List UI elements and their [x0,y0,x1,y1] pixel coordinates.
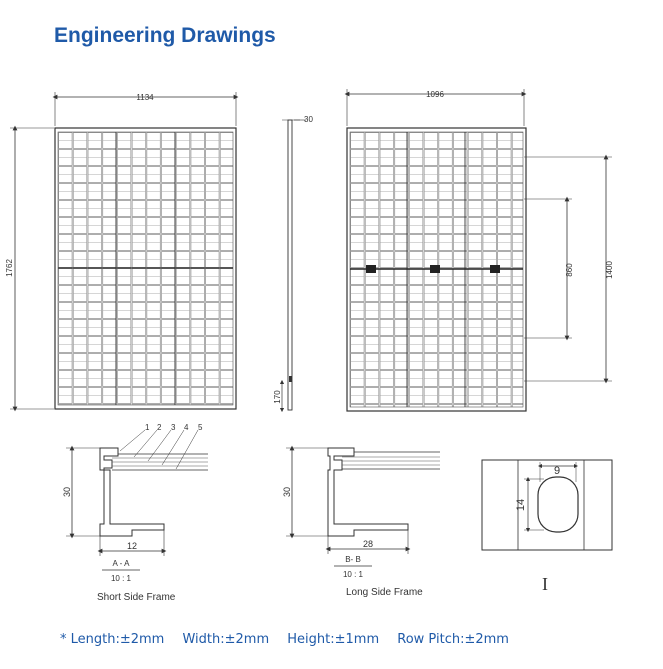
callout-1: 1 [145,423,150,432]
hole-height-label: 14 [515,498,527,512]
callout-5: 5 [198,423,203,432]
back-pitch-outer-label: 1400 [605,261,614,279]
back-pitch-inner-label: 860 [565,263,574,277]
tolerance-height: Height:±1mm [287,632,380,647]
side-view [273,115,313,410]
short-frame-caption: Short Side Frame [97,592,176,603]
tolerance-length: * Length:±2mm [60,632,165,647]
front-view [5,92,236,409]
side-thickness-label: 30 [304,115,313,124]
side-offset-label: 170 [273,390,282,404]
short-height-label: 30 [62,486,72,498]
callout-3: 3 [171,423,176,432]
long-width-label: 28 [362,539,374,549]
short-section-label: A - A [112,559,130,568]
back-view [347,89,614,411]
tolerance-footnote [60,632,523,647]
tolerance-width: Width:±2mm [182,632,270,647]
callout-4: 4 [184,423,189,432]
mounting-hole-detail [482,460,612,594]
long-side-frame [282,448,440,579]
front-width-label: 1134 [136,93,154,102]
short-scale-label: 10 : 1 [110,574,132,583]
long-section-label: B- B [345,555,361,564]
long-frame-caption: Long Side Frame [346,587,423,598]
hole-view-label: I [542,574,548,594]
front-height-label: 1762 [5,259,14,277]
long-scale-label: 10 : 1 [342,570,364,579]
long-height-label: 30 [282,486,292,498]
callout-2: 2 [157,423,162,432]
tolerance-row-pitch: Row Pitch:±2mm [397,632,509,647]
short-side-frame [62,423,208,583]
page-title: Engineering Drawings [54,24,276,47]
back-width-label: 1096 [426,90,444,99]
short-width-label: 12 [126,541,138,551]
hole-width-label: 9 [553,465,561,477]
